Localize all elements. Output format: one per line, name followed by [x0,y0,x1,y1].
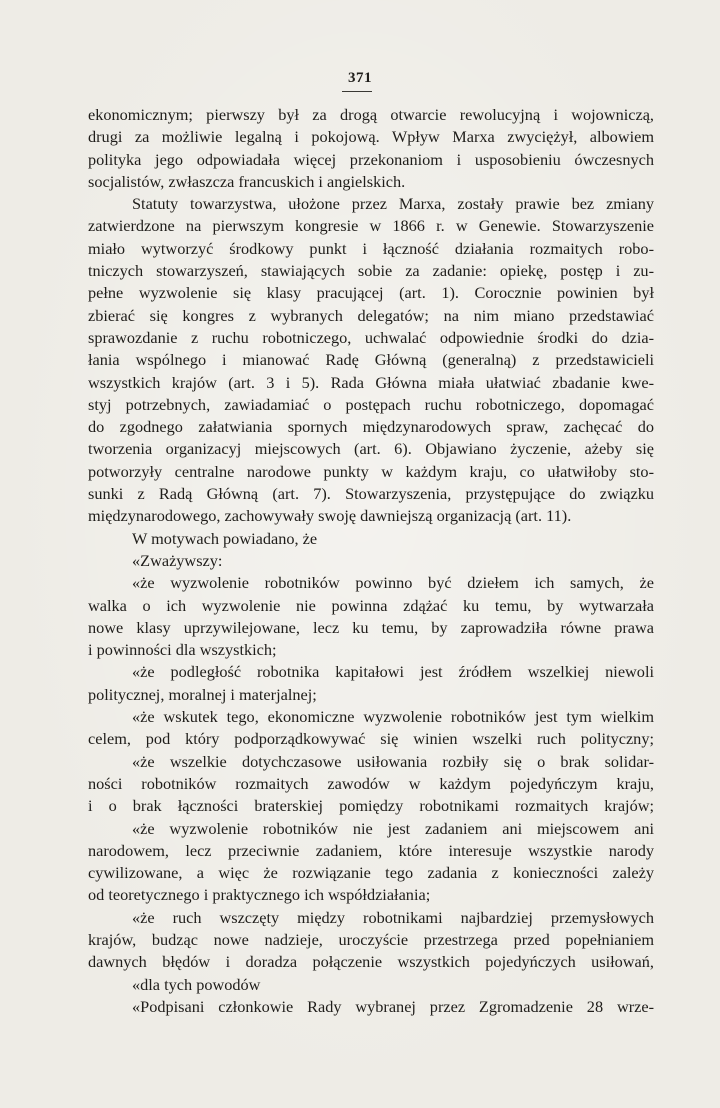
text-line: «że wszelkie dotychczasowe usiłowania rozbiły się o brak solidar- [132,751,654,771]
text-line: walka o ich wyzwolenie nie powinna zdążać ku temu, by wytwarzała [88,595,654,615]
text-line: międzynarodowego, zachowywały swoję dawniejszą organizacją (art. 11). [88,506,572,526]
text-line: od teoretycznego i praktycznego ich współdziałania; [88,885,431,905]
text-line: sprawozdanie z ruchu robotniczego, uchwalać odpowiednie środki do dzia- [88,327,654,347]
text-line: «Zważywszy: [132,550,223,570]
text-line: ności robotników rozmaitych zawodów w każdym pojedyńczym kraju, [88,773,654,793]
text-line: miało wytworzyć środkowy punkt i łączność działania rozmaitych robo- [88,238,654,258]
text-line: do zgodnego załatwiania spornych międzynarodowych spraw, zachęcać do [88,417,654,437]
text-line: zbierać się kongres z wybranych delegatów; na nim miano przedstawiać [88,305,654,325]
text-line: «że podległość robotnika kapitałowi jest źródłem wszelkiej niewoli [132,662,654,682]
text-line: politycznej, moralnej i materjalnej; [88,684,317,704]
text-line: styj potrzebnych, zawiadamiać o postępach ruchu robotniczego, dopomagać [88,394,654,414]
text-line: potworzyły centralne narodowe punkty w każdym kraju, co ułatwiłoby sto- [88,461,654,481]
text-line: Statuty towarzystwa, ułożone przez Marxa, zostały prawie bez zmiany [132,194,654,214]
text-line: pełne wyzwolenie się klasy pracującej (art. 1). Corocznie powinien był [88,283,654,303]
text-line: celem, pod który podporządkowywać się winien wszelki ruch polityczny; [88,729,654,749]
text-line: «że wyzwolenie robotników nie jest zadaniem ani miejscowem ani [132,818,654,838]
text-line: narodowem, lecz przeciwnie zadaniem, które interesuje wszystkie narody [88,840,654,860]
text-line: łania wspólnego i mianować Radę Główną (generalną) z przedstawicieli [88,350,654,370]
text-line: tworzenia organizacyj miejscowych (art. 6). Objawiano życzenie, ażeby się [88,439,654,459]
text-line: krajów, budząc nowe nadzieje, uroczyście przestrzega przed popełnianiem [88,929,654,949]
text-line: socjalistów, zwłaszcza francuskich i angielskich. [88,171,406,191]
text-line: i o brak łączności braterskiej pomiędzy robotnikami rozmaitych krajów; [88,796,654,816]
text-line: drugi za możliwie legalną i pokojową. Wpływ Marxa zwyciężył, albowiem [88,127,654,147]
text-line: wszystkich krajów (art. 3 i 5). Rada Główna miała ułatwiać zbadanie kwe- [88,372,654,392]
text-line: cywilizowane, a więc że rozwiązanie tego zadania z konieczności zależy [88,863,654,883]
text-line: «dla tych powodów [132,974,261,994]
text-line: «że ruch wszczęty między robotnikami najbardziej przemysłowych [132,907,654,927]
page-number-underline [342,91,372,92]
text-line: tniczych stowarzyszeń, stawiających sobie za zadanie: opiekę, postęp i zu- [88,261,654,281]
body-text [88,104,654,1018]
text-line: «Podpisani członkowie Rady wybranej przez Zgromadzenie 28 wrze- [132,996,654,1016]
text-line: polityka jego odpowiadała więcej przekonaniom i usposobieniu ówczesnych [88,149,654,169]
text-line: sunki z Radą Główną (art. 7). Stowarzyszenia, przystępujące do związku [88,484,654,504]
page-number: 371 [348,70,372,86]
text-line: i powinności dla wszystkich; [88,640,277,660]
text-line: W motywach powiadano, że [132,528,318,548]
text-line: zatwierdzone na pierwszym kongresie w 1866 r. w Genewie. Stowarzyszenie [88,216,654,236]
text-line: «że wyzwolenie robotników powinno być dziełem ich samych, że [132,573,654,593]
text-line: dawnych błędów i doradza połączenie wszystkich pojedyńczych usiłowań, [88,952,654,972]
text-line: «że wskutek tego, ekonomiczne wyzwolenie robotników jest tym wielkim [132,707,654,727]
text-line: nowe klasy uprzywilejowane, lecz ku temu, by zaprowadziła równe prawa [88,617,654,637]
text-line: ekonomicznym; pierwszy był za drogą otwarcie rewolucyjną i wojowniczą, [88,105,654,124]
